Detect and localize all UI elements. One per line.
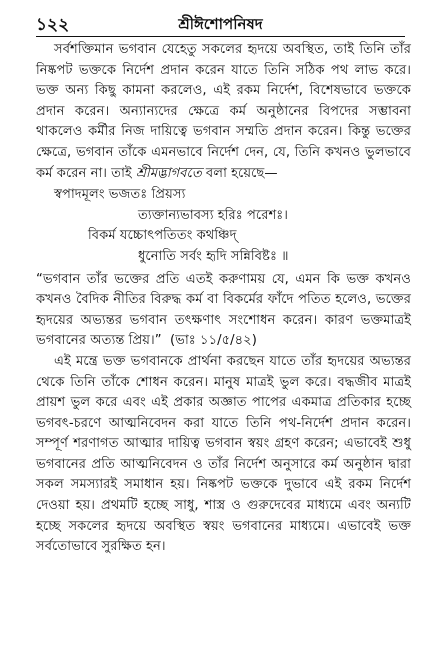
paragraph-text: সর্বশক্তিমান ভগবান যেহেতু সকলের হৃদয়ে অবস্থিত, তাই তিনি তাঁর নিষ্কপট ভক্তকে নির্দেশ প্রদান করেন যাতে তিনি সঠিক পথ লাভ করে। ভক্ত অন্য কিছু কামনা করলেও, এই রকম নির্দেশ, বিশেষভাবে ভক্তকে প্রদান করেন। অন্যান্যদের ক্ষেত্রে কর্ম অনুষ্ঠানের বিপদের সম্ভাবনা থাকলেও কর্মীর নিজ দায়িত্বে ভগবান সম্মতি প্রদান করেন। কিন্তু ভক্তের ক্ষেত্রে, ভগবান তাঁকে এমনভাবে নির্দেশ দেন, যে, তিনি কখনও ভুলভাবে কর্ম করেন না। তাই [36,42,411,181]
running-title: শ্রীঈশোপনিষদ [178,15,263,33]
translation-text: “ভগবান তাঁর ভক্তের প্রতি এতই করুণাময় যে, এমন কি ভক্ত কখনও কখনও বৈদিক নীতির বিরুদ্ধ কর্ম বা বিকর্মের ফাঁদে পতিত হলেও, ভক্তের হৃদয়ের অভ্যন্তর ভগবান তৎক্ষণাৎ সংশোধন করেন। কারণ ভক্তমাত্রই ভগবানের অত্যন্ত প্রিয়।” [36,271,411,349]
sanskrit-verse [36,185,411,267]
verse-line-4: ধুনোতি সর্বং হৃদি সন্নিবিষ্টঃ ॥ [138,248,289,264]
paragraph-text-end: বলা হয়েছে— [201,165,278,181]
scripture-reference: (ভাঃ ১১/৫/৪২) [170,333,257,349]
header-rule [36,36,405,37]
verse-line-3: বিকর্ম যচ্চোৎপতিতং কথঞ্চিদ্ [88,228,237,244]
verse-line-2: ত্যক্তান্যভাবস্য হরিঃ পরেশঃ। [138,207,289,223]
page-header [36,12,405,34]
paragraph-purport [36,40,411,184]
verse-line-1: স্বপাদমূলং ভজতঃ প্রিয়স্য [54,187,186,203]
page-number: ১২২ [36,15,70,35]
book-title-reference: শ্রীমদ্ভাগবতে [135,165,202,181]
paragraph-explanation: এই মন্ত্রে ভক্ত ভগবানকে প্রার্থনা করছেন যাতে তাঁর হৃদয়ের অভ্যন্তর থেকে তিনি তাঁকে শোধন করেন। মানুষ মাত্রই ভুল করে। বদ্ধজীব মাত্রই প্রায়শ ভুল করে এবং এই প্রকার অজ্ঞাত পাপের একমাত্র প্রতিকার হচ্ছে ভগবৎ-চরণে আত্মনিবেদন করা যাতে তিনি পথ-নির্দেশ প্রদান করেন। সম্পূর্ণ শরণাগত আত্মার দায়িত্ব ভগবান স্বয়ং গ্রহণ করেন; এভাবেই শুধু ভগবানের প্রতি আত্মনিবেদন ও তাঁর নির্দেশ অনুসারে কর্ম অনুষ্ঠান দ্বারা সকল সমস্যারই সমাধান হয়। নিষ্কপট ভক্তকে দুভাবে এই রকম নির্দেশ দেওয়া হয়। প্রথমটি হচ্ছে সাধু, শাস্ত্র ও গুরুদেবের মাধ্যমে এবং অন্যটি হচ্ছে সকলের হৃদয়ে অবস্থিত স্বয়ং ভগবানের মাধ্যমে। এভাবেই ভক্ত সর্বতোভাবে সুরক্ষিত হন। [36,353,411,555]
page-body [36,40,411,558]
verse-translation [36,270,411,352]
